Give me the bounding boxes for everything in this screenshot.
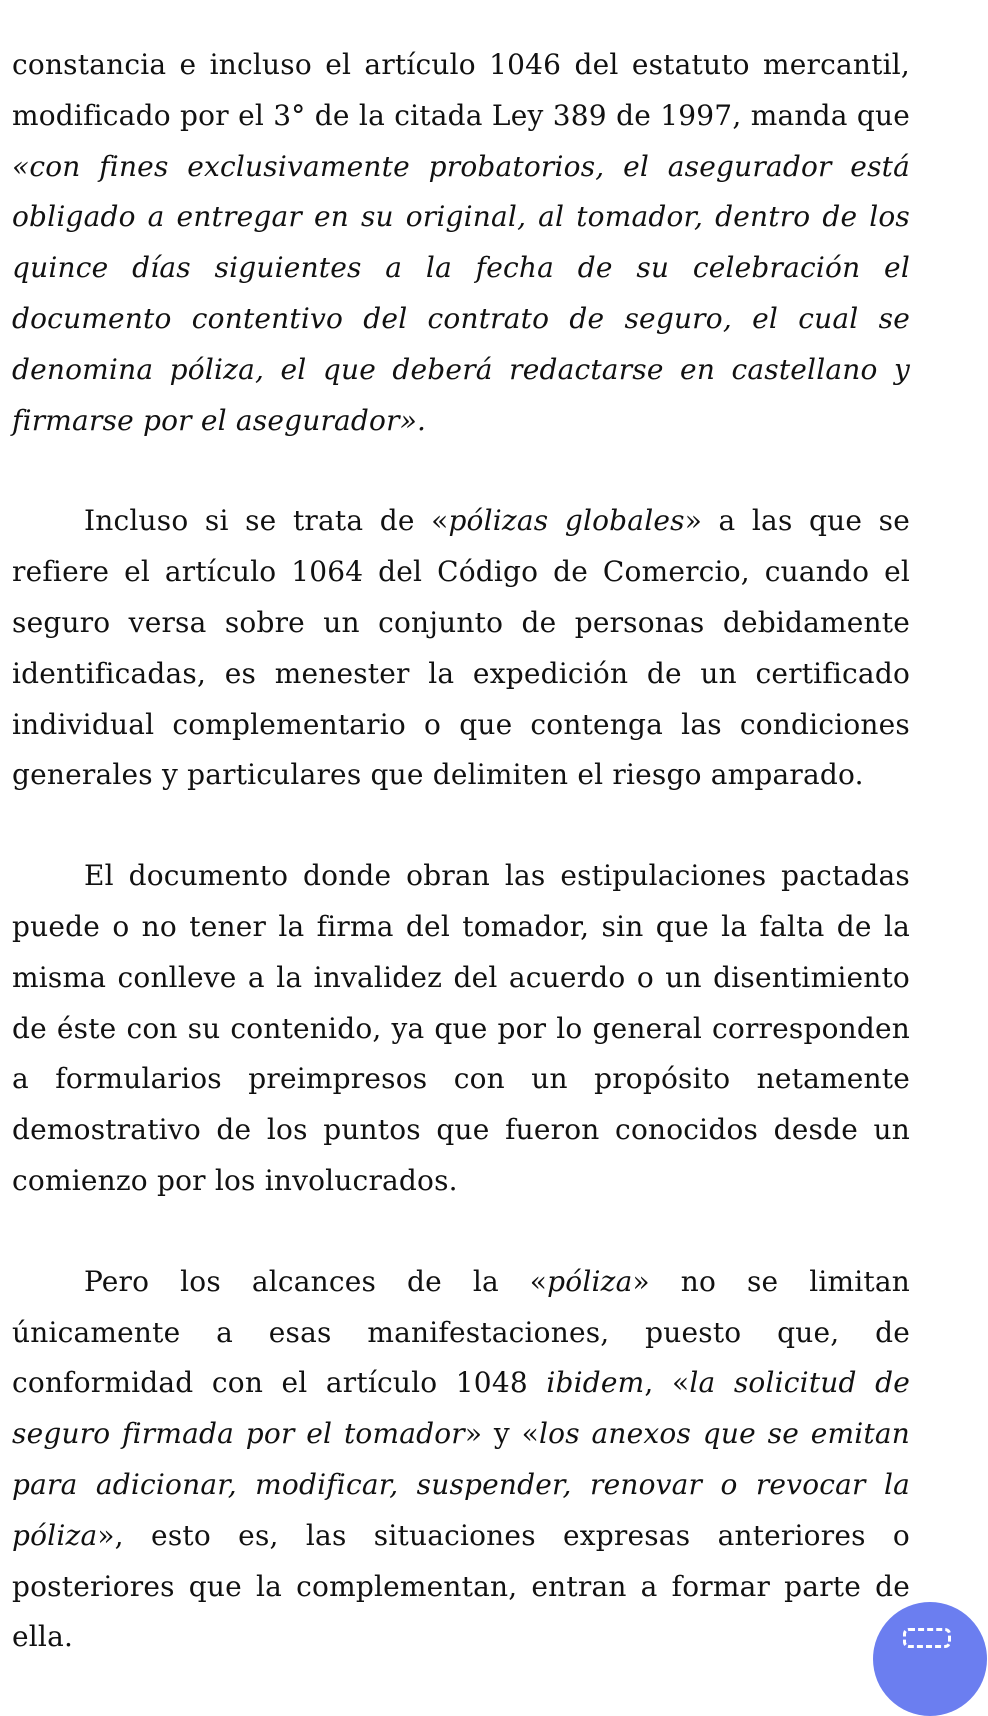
floating-action-button[interactable]: [873, 1602, 987, 1716]
paragraph-3-segment-1: El documento donde obran las estipulaciones pactadas puede o no tener la firma del tomador, sin que la falta de la misma conlleve a la invalidez del acuerdo o un disentimiento de éste con su contenido, ya que por lo general corresponden a formularios preimpresos con un propósito netamente demostrativo de los puntos que fueron conocidos desde un comienzo por los involucrados.: [12, 859, 910, 1197]
paragraph-4-segment-3: » no se limitan únicamente a esas manifestaciones, puesto que, de conformidad con el artículo 1048: [12, 1264, 911, 1400]
paragraph-4: [12, 1257, 910, 1663]
paragraph-2-segment-3: » a las que se refiere el artículo 1064 del Código de Comercio, cuando el seguro versa sobre un conjunto de personas debidamente identificadas, es menester la expedición de un certificado individual complementario o que contenga las condiciones generales y particulares que delimiten el riesgo amparado.: [12, 504, 910, 792]
paragraph-2: [12, 496, 910, 801]
paragraph-4-term-ibidem: ibidem: [546, 1366, 645, 1400]
paragraph-1-segment-1: constancia e incluso el artículo 1046 del estatuto mercantil, modificado por el 3° de la citada Ley 389 de 1997, manda que: [12, 48, 910, 132]
paragraph-4-term-poliza: póliza: [547, 1264, 633, 1298]
paragraph-4-segment-9: », esto es, las situaciones expresas anteriores o posteriores que la complementan, entran a formar parte de ella.: [12, 1518, 910, 1654]
paragraph-1: [12, 0, 910, 446]
dashed-rectangle-icon: [903, 1628, 951, 1648]
paragraph-4-segment-1: Pero los alcances de la «: [84, 1264, 548, 1298]
paragraph-4-quote-2: los anexos que se emitan para adicionar, modificar, suspender, renovar o revocar la póliza: [12, 1417, 910, 1552]
paragraph-2-term: pólizas globales: [448, 504, 685, 538]
paragraph-4-segment-7: » y «: [464, 1417, 540, 1451]
paragraph-3: [12, 851, 910, 1207]
paragraph-4-quote-1: la solicitud de seguro firmada por el tomador: [12, 1366, 910, 1451]
paragraph-2-segment-1: Incluso si se trata de «: [84, 504, 449, 538]
paragraph-4-segment-5: , «: [644, 1366, 690, 1400]
paragraph-1-quote: «con fines exclusivamente probatorios, el asegurador está obligado a entregar en su original, al tomador, dentro de los quince días siguientes a la fecha de su celebración el documento contentivo del contrato de seguro, el cual se denomina póliza, el que deberá redactarse en castellano y firmarse por el asegurador».: [12, 149, 910, 437]
document-page: [12, 0, 910, 1663]
